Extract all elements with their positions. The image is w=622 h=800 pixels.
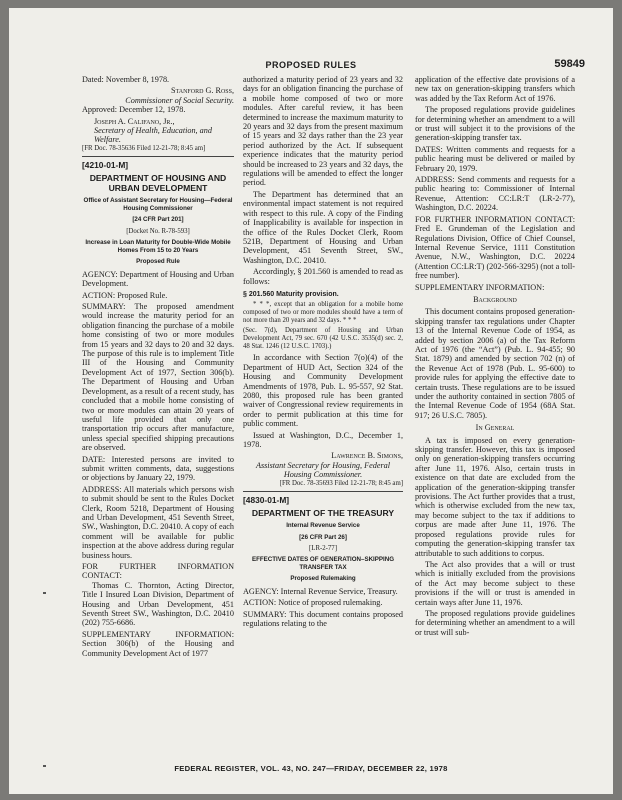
- supplementary-paragraph: SUPPLEMENTARY INFORMATION: Section 306(b) of the Housing and Community Development Act of 1977: [82, 629, 234, 658]
- running-head: PROPOSED RULES: [265, 60, 357, 70]
- binding-mark: [43, 765, 46, 767]
- paragraph: application of the effective date provisions of a new tax on generation-skipping transfers which was added by the Tax Reform Act of 1976.: [415, 75, 575, 103]
- signer-title: Secretary of Health, Education, and Welfare.: [94, 126, 212, 145]
- address-paragraph: ADDRESS: Send comments and requests for a public hearing to: Commissioner of Internal Revenue, Attention: CC:LR:T (LR-2-77), Washington, D.C. 20224.: [415, 175, 575, 213]
- signer-name: Joseph A. Califano, Jr.,: [94, 116, 175, 126]
- paragraph: In accordance with Section 7(o)(4) of the Department of HUD Act, Section 324 of the Housing and Community Development Amendments of 1978, Pub. L. 95-557, 92 Stat. 2080, this proposed rule has been granted waiver of Congressional review requirements in order to permit publication at this time for public comment.: [243, 353, 403, 429]
- binding-mark: [43, 592, 46, 594]
- action-type: Proposed Rulemaking: [290, 575, 356, 583]
- section-text: * * *, except that an obligation for a mobile home composed of two or more modules should have a term of not more than 20 years and 32 days. * * *: [243, 301, 403, 325]
- approved-line: Approved: December 12, 1978.: [82, 105, 186, 115]
- background-paragraph: This document contains proposed generation-skipping transfer tax regulations under Chapter 13 of the Internal Revenue Code of 1954, as added by section 2006 (a) of the Tax Reform Act of 1976 (the “Act”) (Pub. L. 94-455; 90 Stat. 1879) and amended by section 702 (n) of the Revenue Act of 1978 (Pub. L. 95-600) to provide rules for applying the effective date to certain trusts. These regulations are to be issued under the authority contained in section 7805 of the Internal Revenue Code of 1954 (68A Stat. 917; 26 U.S.C. 7805).: [415, 307, 575, 420]
- office-heading: Office of Assistant Secretary for Housing—Federal Housing Commissioner: [83, 197, 233, 212]
- cfr-part: [24 CFR Part 201]: [132, 216, 184, 224]
- document-id: [4830-01-M]: [243, 494, 290, 505]
- column-2: [243, 75, 403, 631]
- action-line: ACTION: Notice of proposed rulemaking.: [243, 598, 383, 608]
- document-page: [9, 8, 613, 794]
- signer-title: Assistant Secretary for Housing, Federal Housing Commissioner.: [255, 460, 391, 480]
- docket-number: [Docket No. R-78-593]: [126, 228, 190, 236]
- fr-doc-line: [FR Doc. 78-35636 Filed 12-21-78; 8:45 am]: [82, 144, 206, 152]
- signer-name: Stanford G. Ross,: [171, 86, 234, 96]
- action-type: Proposed Rule: [136, 258, 180, 266]
- date-paragraph: DATE: Interested persons are invited to submit written comments, data, suggestions or objections by January 22, 1979.: [82, 454, 234, 483]
- signer-title: Commissioner of Social Security.: [125, 95, 234, 105]
- contact-paragraph: FOR FURTHER INFORMATION CONTACT: Fred E. Grundeman of the Legislation and Regulations Division, Office of Chief Counsel, Internal Revenue Service, 1111 Constitution Avenue, N.W., Washington, D.C. 20224 (Attention CC:LR:T) (202-566-3295) (not a toll-free number).: [415, 214, 575, 281]
- contact-heading: FOR FURTHER INFORMATION CONTACT:: [82, 562, 234, 581]
- agency-heading: DEPARTMENT OF THE TREASURY: [251, 508, 395, 519]
- signature-block-1: [82, 86, 234, 105]
- background-heading: Background: [473, 294, 517, 304]
- issued-line: Issued at Washington, D.C., December 1, 1978.: [243, 430, 403, 449]
- paragraph: The Department has determined that an environmental impact statement is not required with respect to this rule. A copy of the Finding of Inapplicability is available for inspection in the office of the Rules Docket Clerk, Room 521B, Department of Housing and Urban Development, 451 Seventh Street, SW., Washington, D.C. 20410.: [243, 189, 403, 265]
- fr-doc-line: [FR Doc. 78-35693 Filed 12-21-78; 8:45 am]: [279, 479, 403, 487]
- summary-paragraph: SUMMARY: The proposed amendment would increase the maturity period for an obligation financing the purchase of a mobile home consisting of two or more modules from 15 years and 32 days to 20 and 32 days. The purpose of this rule is to implement Title III of the Housing and Community Development Act of 1977, Section 306(b). The Department of Housing and Urban Development, as a result of a recent study, has concluded that a mobile home consisting of two or more modules can attain 20 years of useful life provided that only one transportation trip occurs after manufacture, unless special specified shipping precautions are observed.: [82, 302, 234, 453]
- column-3: [415, 75, 575, 639]
- supplementary-heading: SUPPLEMENTARY INFORMATION:: [415, 282, 545, 292]
- paragraph: Accordingly, § 201.560 is amended to read as follows:: [243, 267, 403, 286]
- cfr-part: [26 CFR Part 26]: [299, 533, 347, 541]
- paragraph: A tax is imposed on every generation-skipping transfer. However, this tax is imposed only on generation-skipping transfers occurring after June 11, 1976. Also, certain trusts in existence on that date are excluded from the application of the generation-skipping transfer provisions. The Act further provides that a trust, which is otherwise excluded from the new tax, may become subject to the tax if additions to corpus are made after June 11, 1976. The proposed regulations provide rules for computing the generation-skipping transfer tax attributable to such additions to corpus.: [415, 435, 575, 558]
- address-paragraph: ADDRESS: All materials which persons wish to submit should be sent to the Rules Docket Clerk, Room 5218, Department of Housing and Urban Development, 451 Seventh Street, SW., Washington, D.C. 20410. A copy of each comment will be available for public inspection at the above address during regular business hours.: [82, 484, 234, 560]
- document-id: [4210-01-M]: [82, 159, 129, 170]
- signer-name: Lawrence B. Simons,: [331, 451, 403, 461]
- paragraph: The Act also provides that a will or trust which is initially excluded from the provisions of the Act may become subject to these provisions if the will or trust is amended in certain ways after June 11, 1976.: [415, 559, 575, 607]
- paragraph: The proposed regulations provide guidelines for determining whether an amendment to a will or trust will subject it to the provisions of the generation-skipping transfer tax.: [415, 105, 575, 143]
- agency-line: AGENCY: Internal Revenue Service, Treasury.: [243, 587, 398, 596]
- action-line: ACTION: Proposed Rule.: [82, 290, 168, 300]
- contact-paragraph: Thomas C. Thornton, Acting Director, Title I Insured Loan Division, Department of Housing and Urban Development, 451 Seventh Street SW., Washington, D.C. 20410 (202) 755-6686.: [82, 580, 234, 628]
- dates-paragraph: DATES: Written comments and requests for a public hearing must be delivered or mailed by February 20, 1979.: [415, 144, 575, 173]
- divider: [243, 491, 403, 492]
- page-footer: FEDERAL REGISTER, VOL. 43, NO. 247—FRIDAY, DECEMBER 22, 1978: [174, 764, 448, 773]
- rule-subject: EFFECTIVE DATES OF GENERATION–SKIPPING TRANSFER TAX: [251, 556, 395, 571]
- agency-heading: DEPARTMENT OF HOUSING AND URBAN DEVELOPMENT: [89, 173, 227, 194]
- lr-number: [LR-2-77]: [309, 545, 337, 553]
- summary-paragraph: SUMMARY: This document contains proposed regulations relating to the: [243, 609, 403, 629]
- general-heading: In General: [475, 423, 515, 433]
- paragraph: authorized a maturity period of 23 years and 32 days for an obligation financing the purchase of a mobile home composed of two or more modules. After careful review, it has been determined to increase the maximum maturity to 20 years and 32 days from the present maximum of 15 years and 32 days rather than the 23 year period authorized by the Act. If subsequent experience indicates that the maturity period should be increased to 23 years and 32 days, the regulations will be amended to effect the longer period.: [243, 75, 403, 188]
- authority-citation: (Sec. 7(d), Department of Housing and Urban Development Act, 79 sec. 670 (42 U.S.C. 3535(d) sec. 2, 48 Stat. 1246 (12 U.S.C. 1703).): [243, 327, 403, 351]
- dated-line: Dated: November 8, 1978.: [82, 75, 170, 84]
- divider: [82, 156, 234, 157]
- column-1: [82, 75, 234, 660]
- agency-line: AGENCY: Department of Housing and Urban Development.: [82, 269, 234, 289]
- page-number: 59849: [554, 58, 585, 70]
- signature-block: [243, 451, 403, 479]
- service-heading: Internal Revenue Service: [286, 522, 360, 530]
- paragraph: The proposed regulations provide guidelines for determining whether an amendment to a will or trust will sub-: [415, 608, 575, 637]
- section-heading: § 201.560 Maturity provision.: [243, 290, 339, 298]
- rule-subject: Increase in Loan Maturity for Double-Wide Mobile Homes From 15 to 20 Years: [85, 239, 231, 254]
- signature-block-2: [82, 117, 234, 145]
